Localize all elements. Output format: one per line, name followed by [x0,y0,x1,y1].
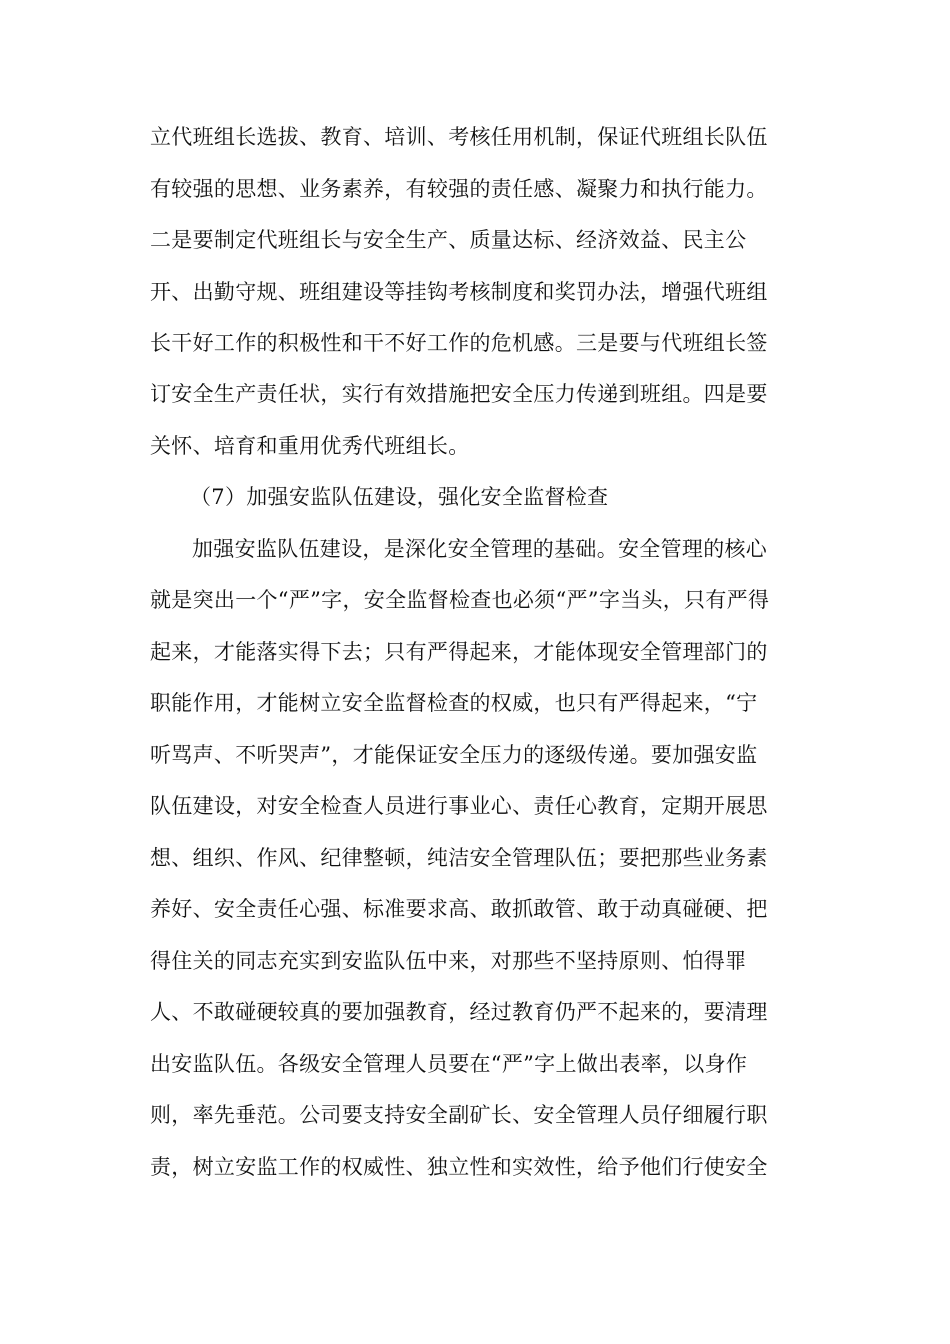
body-text-line: 关怀、培育和重用优秀代班组长。 [150,434,470,458]
body-text-line: 队伍建设，对安全检查人员进行事业心、责任心教育，定期开展思 [150,794,768,818]
section-heading: （7）加强安监队伍建设，强化安全监督检查 [190,485,609,509]
body-text-line: 订安全生产责任状，实行有效措施把安全压力传递到班组。四是要 [150,382,768,406]
body-text-line: 听骂声、不听哭声”，才能保证安全压力的逐级传递。要加强安监 [150,743,758,767]
body-text-line: 有较强的思想、业务素养，有较强的责任感、凝聚力和执行能力。 [150,177,768,201]
body-text-line: 责，树立安监工作的权威性、独立性和实效性，给予他们行使安全 [150,1155,768,1179]
body-text-line: 起来，才能落实得下去；只有严得起来，才能体现安全管理部门的 [150,640,768,664]
body-text-line: 职能作用，才能树立安全监督检查的权威，也只有严得起来，“宁 [150,691,758,715]
paragraph-first-line: 加强安监队伍建设，是深化安全管理的基础。安全管理的核心 [192,537,768,561]
body-text-line: 开、出勤守规、班组建设等挂钩考核制度和奖罚办法，增强代班组 [150,280,768,304]
body-text-line: 立代班组长选拔、教育、培训、考核任用机制，保证代班组长队伍 [150,125,768,149]
body-text-line: 就是突出一个“严”字，安全监督检查也必须“严”字当头，只有严得 [150,588,770,612]
body-text-line: 养好、安全责任心强、标准要求高、敢抓敢管、敢于动真碰硬、把 [150,897,768,921]
body-text-line: 二是要制定代班组长与安全生产、质量达标、经济效益、民主公 [150,228,747,252]
body-text-line: 则，率先垂范。公司要支持安全副矿长、安全管理人员仔细履行职 [150,1103,768,1127]
body-text-line: 得住关的同志充实到安监队伍中来，对那些不坚持原则、怕得罪 [150,949,747,973]
body-text-line: 出安监队伍。各级安全管理人员要在“严”字上做出表率，以身作 [150,1052,748,1076]
body-text-line: 人、不敢碰硬较真的要加强教育，经过教育仍严不起来的，要清理 [150,1000,768,1024]
body-text-line: 想、组织、作风、纪律整顿，纯洁安全管理队伍；要把那些业务素 [150,846,768,870]
body-text-line: 长干好工作的积极性和干不好工作的危机感。三是要与代班组长签 [150,331,768,355]
